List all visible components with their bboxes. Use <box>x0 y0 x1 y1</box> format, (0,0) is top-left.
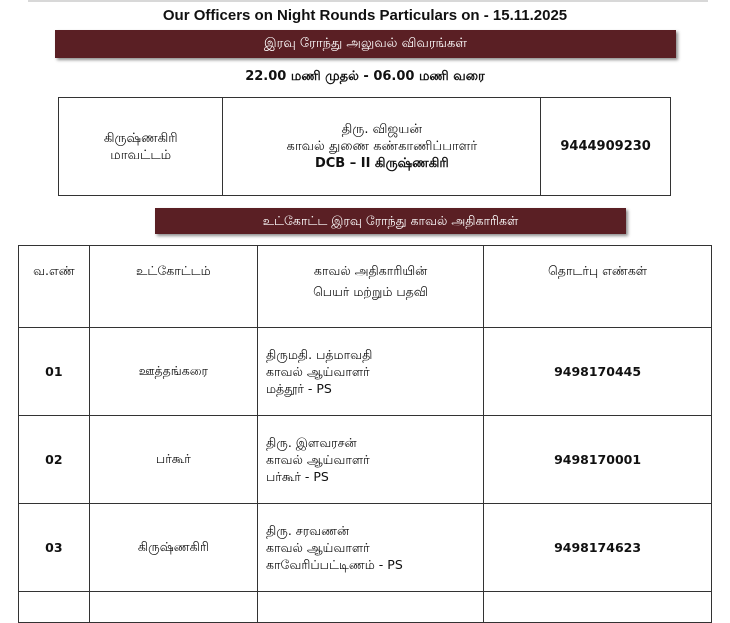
header-subdivision: உட்கோட்டம் <box>89 246 257 328</box>
subdivision-banner: உட்கோட்ட இரவு ரோந்து காவல் அதிகாரிகள் <box>155 208 626 234</box>
header-sno: வ.எண் <box>19 246 90 328</box>
table-row <box>19 328 712 416</box>
officer-rank: காவல் ஆய்வாளர் <box>266 452 370 467</box>
row-phone: 9498174623 <box>484 504 712 592</box>
row-sno: 02 <box>19 416 90 504</box>
row-sno: 03 <box>19 504 90 592</box>
district-officer-unit: DCB – II கிருஷ்ணகிரி <box>314 156 449 171</box>
row-phone: 9498170001 <box>484 416 712 504</box>
officer-station: மத்தூர் - PS <box>266 381 332 396</box>
table-row-partial <box>19 592 712 623</box>
header-officer-line1: காவல் அதிகாரியின் <box>313 263 428 278</box>
district-officer-table <box>58 97 671 196</box>
row-sno-empty <box>19 592 90 623</box>
district-name-cell <box>59 98 223 196</box>
header-officer-line2: பெயர் மற்றும் பதவி <box>313 284 429 299</box>
row-sno: 01 <box>19 328 90 416</box>
table-header-row <box>19 246 712 328</box>
row-officer-empty <box>258 592 484 623</box>
table-row <box>19 416 712 504</box>
officer-station: காவேரிப்பட்டிணம் - PS <box>266 557 403 572</box>
officer-station: பர்கூர் - PS <box>266 469 329 484</box>
district-officer-cell <box>223 98 541 196</box>
officer-name: திரு. இளவரசன் <box>266 435 357 450</box>
night-rounds-banner: இரவு ரோந்து அலுவல் விவரங்கள் <box>55 30 676 58</box>
officer-name: திரு. சரவணன் <box>266 523 350 538</box>
row-officer <box>258 416 484 504</box>
top-divider <box>28 0 708 2</box>
row-officer <box>258 328 484 416</box>
row-subdivision: பர்கூர் <box>89 416 257 504</box>
district-officer-phone: 9444909230 <box>541 98 671 196</box>
row-subdivision: கிருஷ்ணகிரி <box>89 504 257 592</box>
officer-name: திருமதி. பத்மாவதி <box>266 347 373 362</box>
table-row <box>19 504 712 592</box>
timing-text: 22.00 மணி முதல் - 06.00 மணி வரை <box>245 69 485 84</box>
row-subdivision: ஊத்தங்கரை <box>89 328 257 416</box>
district-officer-rank: காவல் துணை கண்காணிப்பாளர் <box>286 139 478 154</box>
district-officer-name: திரு. விஜயன் <box>341 122 423 137</box>
row-phone-empty <box>484 592 712 623</box>
district-name-line2: மாவட்டம் <box>110 147 172 163</box>
district-officer-row <box>59 98 671 196</box>
officer-rank: காவல் ஆய்வாளர் <box>266 364 370 379</box>
header-officer <box>258 246 484 328</box>
subdivision-officers-table <box>18 245 712 623</box>
officer-rank: காவல் ஆய்வாளர் <box>266 540 370 555</box>
row-officer <box>258 504 484 592</box>
row-phone: 9498170445 <box>484 328 712 416</box>
district-name-line1: கிருஷ்ணகிரி <box>103 130 178 146</box>
page-title: Our Officers on Night Rounds Particulars on - 15.11.2025 <box>162 7 568 24</box>
row-subdivision-empty <box>89 592 257 623</box>
header-contact: தொடர்பு எண்கள் <box>484 246 712 328</box>
